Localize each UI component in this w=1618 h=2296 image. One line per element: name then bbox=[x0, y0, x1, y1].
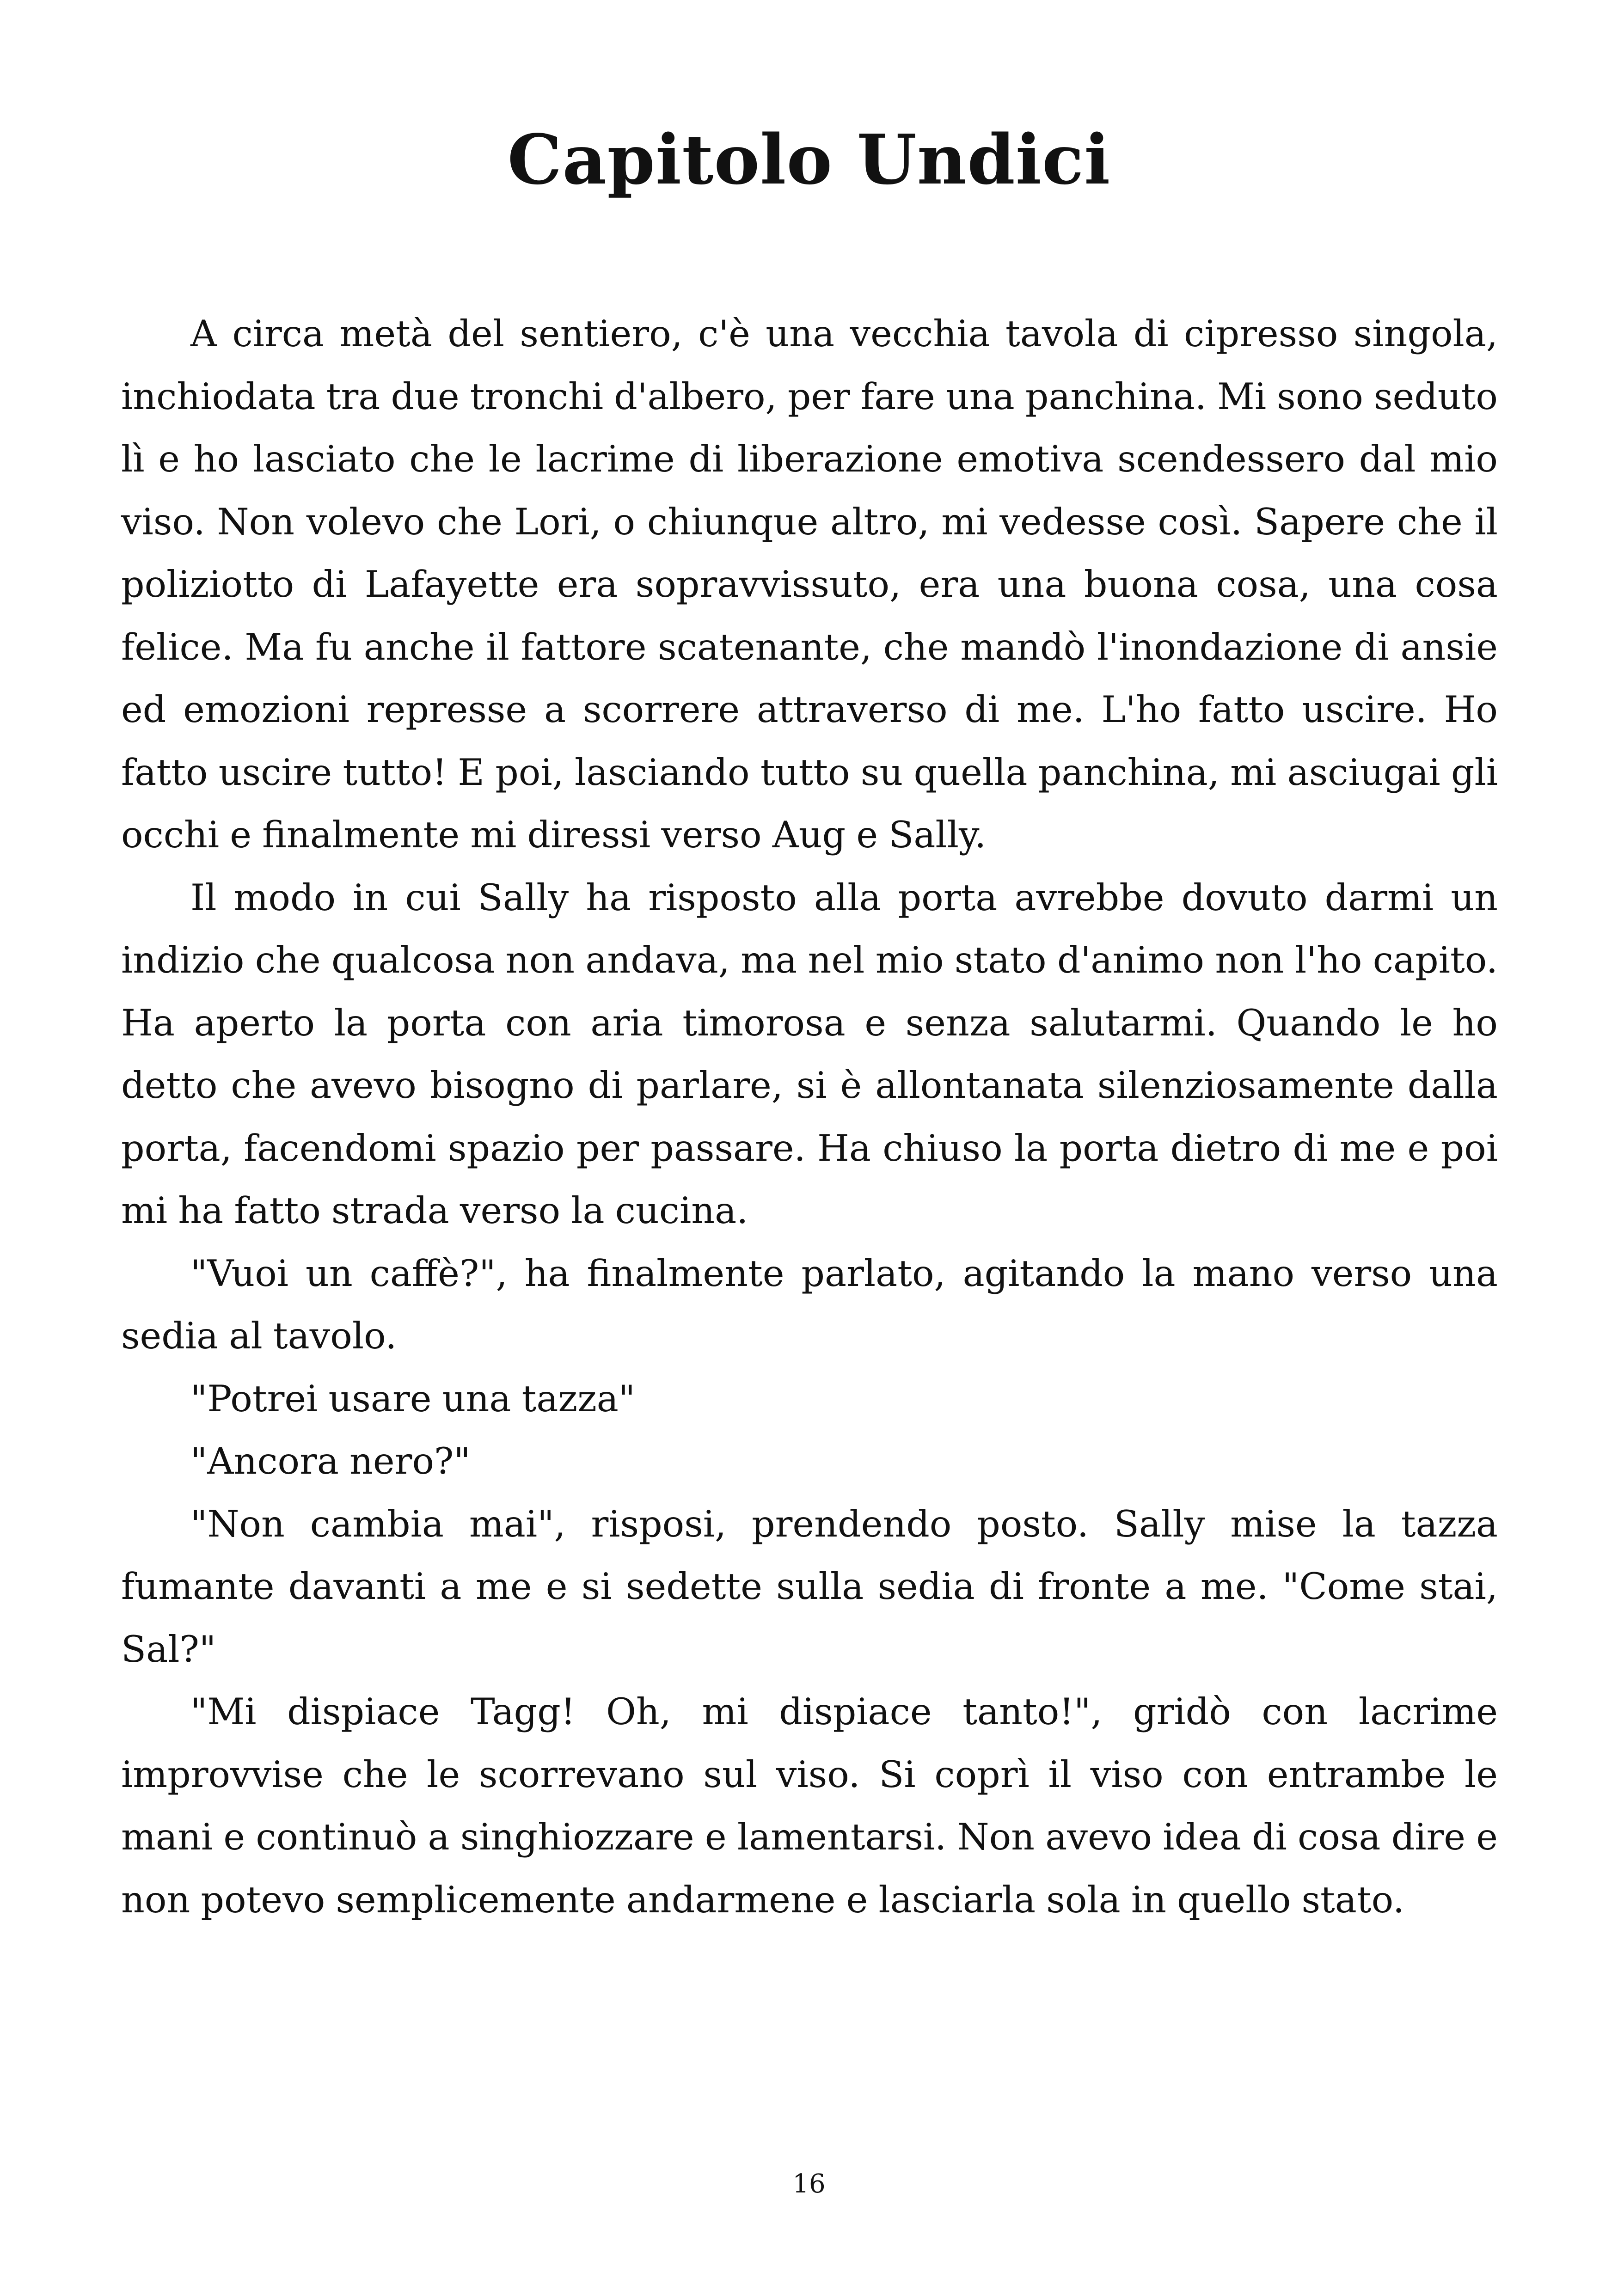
chapter-title: Capitolo Undici bbox=[507, 119, 1111, 200]
paragraph: "Potrei usare una tazza" bbox=[190, 1377, 636, 1420]
paragraph: "Mi dispiace Tagg! Oh, mi dispiace tanto!", gridò con lacrime improvvise che le scorrevano sul viso. Si coprì il viso con entrambe le mani e continuò a singhiozzare e lamentarsi. Non avevo idea di cosa dire e non potevo semplicemente andarmene e lasciarla sola in quello stato. bbox=[121, 1690, 1498, 1921]
paragraph: "Ancora nero?" bbox=[190, 1440, 471, 1482]
page-number: 16 bbox=[792, 2169, 826, 2199]
paragraph: Il modo in cui Sally ha risposto alla porta avrebbe dovuto darmi un indizio che qualcosa non andava, ma nel mio stato d'animo non l'ho capito. Ha aperto la porta con aria timorosa e senza salutarmi. Quando le ho detto che avevo bisogno di parlare, si è allontanata silenziosamente dalla porta, facendomi spazio per passare. Ha chiuso la porta dietro di me e poi mi ha fatto strada verso la cucina. bbox=[121, 876, 1498, 1232]
chapter-body bbox=[121, 303, 1498, 1931]
paragraph: A circa metà del sentiero, c'è una vecchia tavola di cipresso singola, inchiodata tra due tronchi d'albero, per fare una panchina. Mi sono seduto lì e ho lasciato che le lacrime di liberazione emotiva scendessero dal mio viso. Non volevo che Lori, o chiunque altro, mi vedesse così. Sapere che il poliziotto di Lafayette era sopravvissuto, era una buona cosa, una cosa felice. Ma fu anche il fattore scatenante, che mandò l'inondazione di ansie ed emozioni represse a scorrere attraverso di me. L'ho fatto uscire. Ho fatto uscire tutto! E poi, lasciando tutto su quella panchina, mi asciugai gli occhi e finalmente mi diressi verso Aug e Sally. bbox=[121, 312, 1498, 856]
paragraph: "Vuoi un caffè?", ha finalmente parlato, agitando la mano verso una sedia al tavolo. bbox=[121, 1252, 1498, 1357]
paragraph: "Non cambia mai", risposi, prendendo posto. Sally mise la tazza fumante davanti a me e si sedette sulla sedia di fronte a me. "Come stai, Sal?" bbox=[121, 1502, 1498, 1671]
